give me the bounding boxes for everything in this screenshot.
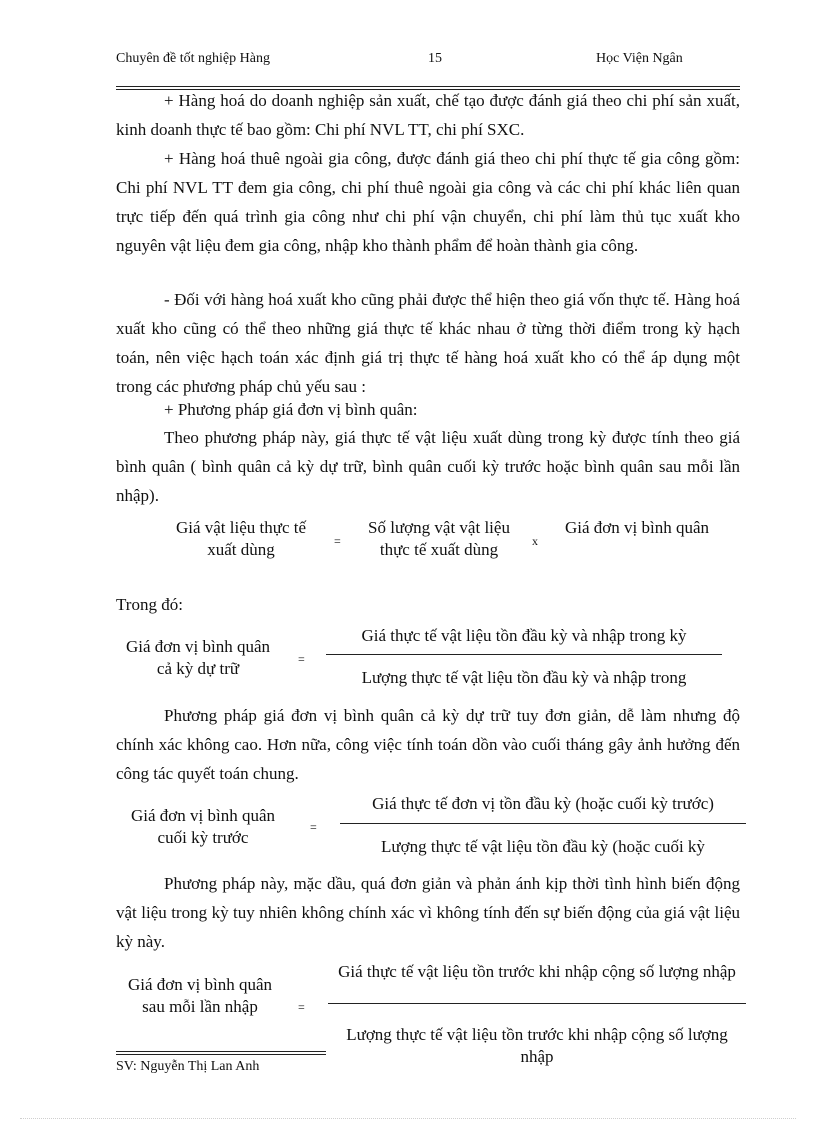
formula3-numerator: Giá thực tế đơn vị tồn đầu kỳ (hoặc cuối kỳ trước) [372,794,714,813]
formula1-rhs: Giá đơn vị bình quân [564,518,710,537]
formula2-equals: = [298,652,305,666]
formula3-lhs: Giá đơn vị bình quân cuối kỳ trước [130,806,276,847]
formula1-lhs: Giá vật liệu thực tế xuất dùng [175,518,307,559]
paragraph-issued-goods: - Đối với hàng hoá xuất kho cũng phải được thể hiện theo giá vốn thực tế. Hàng hoá xuất kho cũng có thể theo những giá thực tế khác nhau ở từng thời điểm trong kỳ hạch toán, nên việc hạch toán xác định giá trị thực tế hàng hoá xuất kho có thể áp dụng một trong các phương pháp chủ yếu sau : [116,290,740,396]
formula2-denominator: Lượng thực tế vật liệu tồn đầu kỳ và nhập trong [361,668,687,687]
formula4-lhs: Giá đơn vị bình quân sau mỗi lần nhập [127,975,273,1016]
formula1-middle: Số lượng vật vật liệu thực tế xuất dùng [368,518,510,559]
footer-author: SV: Nguyễn Thị Lan Anh [116,1059,260,1074]
page-bottom-border [20,1118,796,1119]
paragraph-self-produced-goods: + Hàng hoá do doanh nghiệp sản xuất, chế tạo được đánh giá theo chi phí sản xuất, kinh doanh thực tế bao gồm: Chi phí NVL TT, chi phí SXC. [116,91,740,139]
paragraph-previous-period-evaluation: Phương pháp này, mặc dầu, quá đơn giản và phản ánh kịp thời tình hình biến động vật liệu trong kỳ tuy nhiên không chính xác vì không tính đến sự biến động của giá vật liệu kỳ này. [116,874,740,951]
footer-divider-double [116,1054,326,1055]
formula1-equals: = [334,534,341,548]
header-institution: Học Viện Ngân [596,51,683,66]
formula3-equals: = [310,820,317,834]
paragraph-weighted-average-intro: Theo phương pháp này, giá thực tế vật liệu xuất dùng trong kỳ được tính theo giá bình quân ( bình quân cả kỳ dự trữ, bình quân cuối kỳ trước hoặc bình quân sau mỗi lần nhập). [116,428,740,505]
footer-divider [116,1051,326,1052]
formula2-numerator: Giá thực tế vật liệu tồn đầu kỳ và nhập trong kỳ [361,626,687,645]
formula4-numerator: Giá thực tế vật liệu tồn trước khi nhập cộng số lượng nhập [338,962,736,981]
formula1-times: x [532,534,538,548]
formula3-fraction-bar [340,823,746,824]
header-course-title: Chuyên đề tốt nghiệp Hàng [116,51,270,66]
formula2-lhs: Giá đơn vị bình quân cả kỳ dự trữ [125,637,271,678]
formula4-equals: = [298,1000,305,1014]
label-where: Trong đó: [116,595,183,614]
paragraph-outsourced-processing: + Hàng hoá thuê ngoài gia công, được đánh giá theo chi phí thực tế gia công gồm: Chi phí NVL TT đem gia công, chi phí thuê ngoài gia công và các chi phí khác liên quan trực tiếp đến quá trình gia công như chi phí vận chuyển, chi phí làm thủ tục xuất kho nguyên vật liệu đem gia công, nhập kho thành phẩm để hoàn thành gia công. [116,149,740,255]
formula3-denominator: Lượng thực tế vật liệu tồn đầu kỳ (hoặc cuối kỳ [381,837,705,856]
formula4-fraction-bar [328,1003,746,1004]
paragraph-weighted-average-heading: + Phương pháp giá đơn vị bình quân: [164,400,418,419]
formula4-denominator: Lượng thực tế vật liệu tồn trước khi nhập cộng số lượng nhập [346,1025,728,1066]
formula2-fraction-bar [326,654,722,655]
page-number: 15 [428,51,442,66]
paragraph-whole-period-evaluation: Phương pháp giá đơn vị bình quân cả kỳ dự trữ tuy đơn giản, dễ làm nhưng độ chính xác không cao. Hơn nữa, công việc tính toán dồn vào cuối tháng gây ảnh hưởng đến công tác quyết toán chung. [116,706,740,783]
